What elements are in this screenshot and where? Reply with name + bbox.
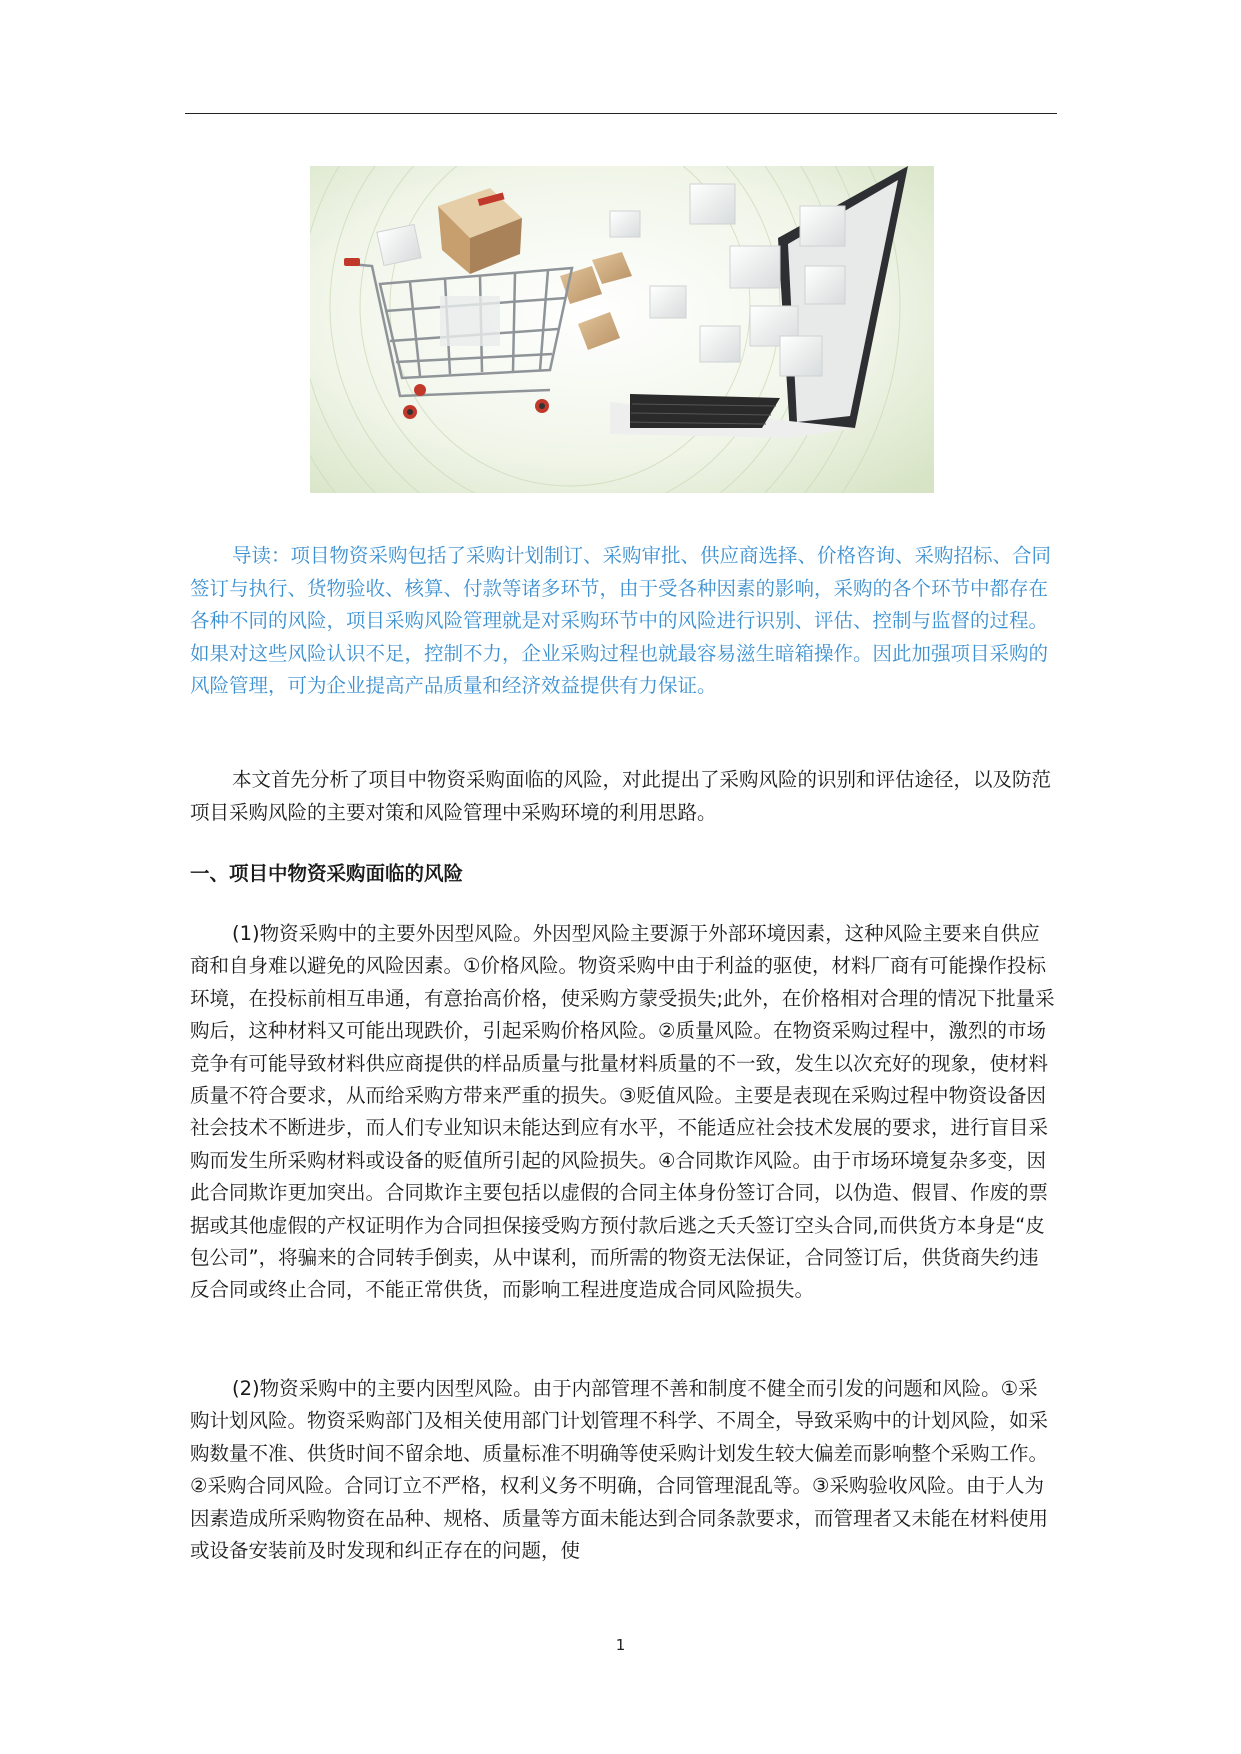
section-heading: 一、项目中物资采购面临的风险 [190, 862, 464, 885]
intro-text: 导读：项目物资采购包括了采购计划制订、采购审批、供应商选择、价格咨询、采购招标、合同签订与执行、货物验收、核算、付款等诸多环节，由于受各种因素的影响，采购的各个环节中都存在各种不同的风险，项目采购风险管理就是对采购环节中的风险进行识别、评估、控制与监督的过程。如果对这些风险认识不足，控制不力，企业采购过程也就最容易滋生暗箱操作。因此加强项目采购的风险管理，可为企业提高产品质量和经济效益提供有力保证。 [190, 544, 1052, 697]
abstract-paragraph [190, 764, 1056, 829]
section-paragraph-2 [190, 1373, 1056, 1567]
page-number: 1 [615, 1636, 626, 1654]
abstract-text: 本文首先分析了项目中物资采购面临的风险，对此提出了采购风险的识别和评估途径，以及防范项目采购风险的主要对策和风险管理中采购环境的利用思路。 [190, 768, 1052, 824]
intro-paragraph [190, 540, 1056, 703]
external-risk-text: (1)物资采购中的主要外因型风险。外因型风险主要源于外部环境因素，这种风险主要来自供应商和自身难以避免的风险因素。①价格风险。物资采购中由于利益的驱使，材料厂商有可能操作投标环境，在投标前相互串通，有意抬高价格，使采购方蒙受损失;此外，在价格相对合理的情况下批量采购后，这种材料又可能出现跌价，引起采购价格风险。②质量风险。在物资采购过程中，激烈的市场竞争有可能导致材料供应商提供的样品质量与批量材料质量的不一致，发生以次充好的现象，使材料质量不符合要求，从而给采购方带来严重的损失。③贬值风险。主要是表现在采购过程中物资设备因社会技术不断进步，而人们专业知识未能达到应有水平，不能适应社会技术发展的要求，进行盲目采购而发生所采购材料或设备的贬值所引起的风险损失。④合同欺诈风险。由于市场环境复杂多变，因此合同欺诈更加突出。合同欺诈主要包括以虚假的合同主体身份签订合同，以伪造、假冒、作废的票据或其他虚假的产权证明作为合同担保接受购方预付款后逃之夭夭签订空头合同,而供货方本身是“皮包公司”，将骗来的合同转手倒卖，从中谋利，而所需的物资无法保证，合同签订后，供货商失约违反合同或终止合同，不能正常供货，而影响工程进度造成合同风险损失。 [190, 922, 1055, 1302]
header-rule [185, 113, 1057, 114]
internal-risk-text: (2)物资采购中的主要内因型风险。由于内部管理不善和制度不健全而引发的问题和风险。①采购计划风险。物资采购部门及相关使用部门计划管理不科学、不周全，导致采购中的计划风险，如采购数量不准、供货时间不留余地、质量标准不明确等使采购计划发生较大偏差而影响整个采购工作。②采购合同风险。合同订立不严格，权利义务不明确，合同管理混乱等。③采购验收风险。由于人为因素造成所采购物资在品种、规格、质量等方面未能达到合同条款要求，而管理者又未能在材料使用或设备安装前及时发现和纠正存在的问题，使 [190, 1377, 1049, 1563]
section-paragraph-1 [190, 918, 1056, 1307]
hero-illustration [310, 166, 934, 493]
shopping-cart-laptop-illustration [310, 166, 934, 493]
